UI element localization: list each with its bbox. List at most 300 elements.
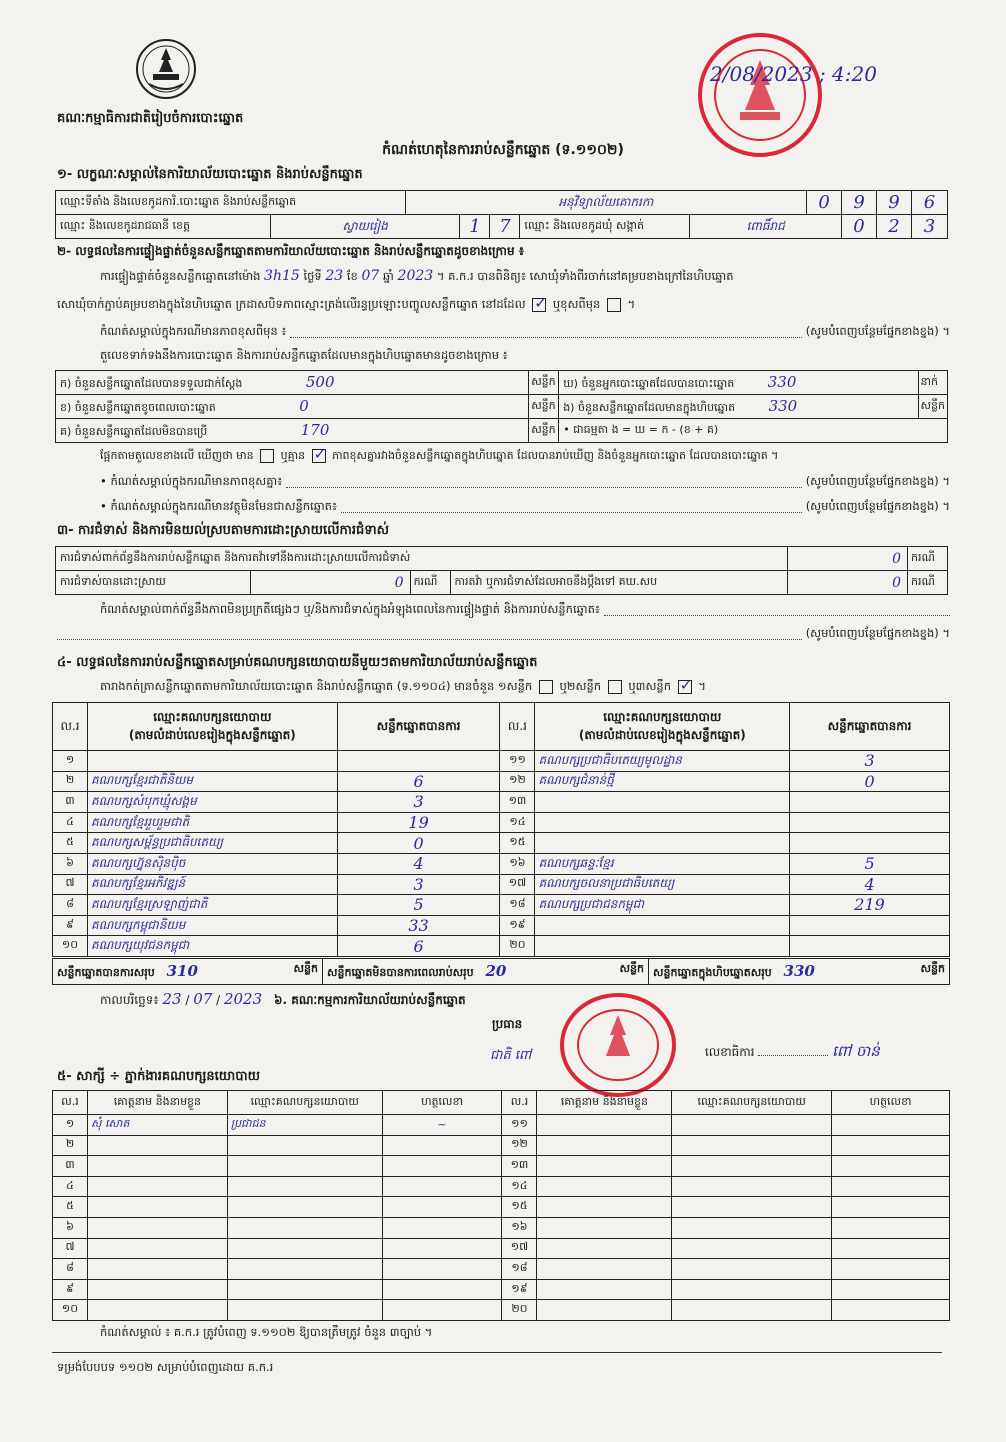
party-votes[interactable]: 0 bbox=[337, 833, 500, 854]
three-sheets-label: ឬ៣សន្លឹក bbox=[628, 679, 672, 693]
witness-signature[interactable] bbox=[832, 1176, 950, 1197]
row-no: ១ bbox=[53, 751, 88, 772]
table-row bbox=[53, 1217, 950, 1238]
row-no: ៥ bbox=[53, 1197, 88, 1218]
footer-divider bbox=[52, 1352, 942, 1353]
row-no: ១១ bbox=[500, 751, 535, 772]
irregularity-note-line bbox=[100, 602, 950, 619]
commune-code-digit: 2 bbox=[877, 215, 912, 239]
party-name[interactable]: គណបក្សជំនាន់ថ្មី bbox=[535, 771, 790, 792]
total-invalid-label: សន្លឹកឆ្នោតមិនបានការពេលរាប់សរុប bbox=[327, 965, 474, 979]
witness-party[interactable] bbox=[672, 1238, 832, 1259]
irregularity-note-label: កំណត់សម្គាល់ពាក់ព័ន្ធនឹងភាពមិនប្រក្រតីផ្សេងៗ ឬ/និងការជំទាស់ក្នុងអំឡុងពេលនៃការផ្ទៀងផ្ទាត់ និងការរាប់សន្លឹកឆ្នោត៖ bbox=[100, 602, 600, 616]
case-unit: ករណី bbox=[410, 571, 450, 595]
row-no: ៨ bbox=[53, 895, 88, 916]
unit: សន្លឹក bbox=[918, 395, 947, 419]
witness-signature[interactable] bbox=[832, 1279, 950, 1300]
objections-table bbox=[55, 546, 948, 595]
table-row bbox=[53, 874, 950, 895]
col-no: ល.រ bbox=[53, 703, 88, 751]
verification-year: 2023 bbox=[397, 268, 434, 284]
appeal-label: ការតវ៉ា ឬការជំទាស់ដែលអាចនឹងប្តឹងទៅ គឃ.សប bbox=[450, 571, 788, 595]
row-no: ៥ bbox=[53, 833, 88, 854]
party-name[interactable]: គណបក្សខ្មែររួបរួមជាតិ bbox=[87, 812, 337, 833]
witness-signature[interactable] bbox=[832, 1135, 950, 1156]
witness-signature[interactable] bbox=[382, 1279, 502, 1300]
province-label: ឈ្មោះ និងលេខកូដរាជធានី ខេត្ត bbox=[56, 215, 271, 239]
party-name[interactable]: គណបក្សសំបុកឃ្មុំសង្គម bbox=[87, 792, 337, 813]
party-name[interactable] bbox=[535, 936, 790, 957]
witness-name[interactable] bbox=[537, 1115, 672, 1136]
chair-signature-name: ជាតិ ពៅ bbox=[490, 1048, 532, 1063]
two-sheets-label: ឬ២សន្លឹក bbox=[559, 679, 602, 693]
table-row bbox=[53, 1156, 950, 1177]
changed-checkbox[interactable] bbox=[607, 298, 621, 312]
table-row bbox=[53, 1238, 950, 1259]
secretary-signature-field[interactable] bbox=[758, 1055, 828, 1056]
witness-party[interactable] bbox=[672, 1300, 832, 1321]
bullet-difference-field[interactable] bbox=[286, 474, 801, 488]
row-no: ១៧ bbox=[500, 874, 535, 895]
witness-signature[interactable] bbox=[382, 1259, 502, 1280]
witness-signature[interactable] bbox=[382, 1217, 502, 1238]
received-ballots-label: ក) ចំនួនសន្លឹកឆ្នោតដែលបានទទួលជាក់ស្តែង bbox=[60, 376, 243, 390]
witness-name[interactable] bbox=[537, 1279, 672, 1300]
col-votes: សន្លឹកឆ្នោតបានការ bbox=[790, 703, 950, 751]
verification-line bbox=[100, 268, 950, 286]
party-votes[interactable]: 6 bbox=[337, 771, 500, 792]
stamp-handwritten-date: 2/08/2023 ; 4:20 bbox=[710, 62, 877, 86]
row-no: ១៦ bbox=[502, 1217, 537, 1238]
table-row bbox=[53, 812, 950, 833]
formula: • ជាធម្មតា ង = ឃ = ក - (ខ + គ) bbox=[559, 419, 948, 443]
date-month: 07 bbox=[193, 990, 213, 1008]
row-no: ១២ bbox=[500, 771, 535, 792]
party-name[interactable]: គណបក្សចលនាប្រជាធិបតេយ្យ bbox=[535, 874, 790, 895]
year-label: ឆ្នាំ bbox=[382, 269, 394, 283]
bullet-foreign-object-line bbox=[100, 499, 950, 516]
witness-name[interactable] bbox=[87, 1217, 227, 1238]
total-valid-label: សន្លឹកឆ្នោតបានការសរុប bbox=[57, 965, 155, 979]
witness-name[interactable] bbox=[537, 1176, 672, 1197]
witness-party[interactable] bbox=[227, 1176, 382, 1197]
table-row bbox=[53, 1115, 950, 1136]
province-code-digit: 1 bbox=[460, 215, 490, 239]
party-name[interactable]: គណបក្សខ្មែរស្រឡាញ់ជាតិ bbox=[87, 895, 337, 916]
party-votes[interactable]: 33 bbox=[337, 915, 500, 936]
has-difference-checkbox[interactable] bbox=[260, 449, 274, 463]
row-no: ៤ bbox=[53, 812, 88, 833]
tally-sheet-text: តារាងកត់ត្រាសន្លឹកឆ្នោតតាមការិយាល័យបោះឆ្នោត និងរាប់សន្លឹកឆ្នោត (ទ.១១០៤) មានចំនួន ១សន្លឹក bbox=[100, 679, 533, 693]
total-valid-value: 310 bbox=[166, 961, 198, 980]
party-name[interactable]: គណបក្សយុវជនកម្ពុជា bbox=[87, 936, 337, 957]
commune-code-digit: 3 bbox=[911, 215, 947, 239]
unit: នាក់ bbox=[918, 371, 947, 395]
table-row bbox=[53, 751, 950, 772]
appeal-count: 0 bbox=[892, 574, 901, 591]
section4-heading: ៤- លទ្ធផលនៃការរាប់សន្លឹកឆ្នោតសម្រាប់គណបក្សនយោបាយនីមួយៗតាមការិយាល័យរាប់សន្លឹកឆ្នោត bbox=[57, 655, 538, 670]
row-no: ១៤ bbox=[500, 812, 535, 833]
row-no: ២០ bbox=[500, 936, 535, 957]
chair-label: ប្រធាន bbox=[492, 1017, 523, 1031]
ballots-in-box-value: 330 bbox=[768, 396, 798, 415]
row-no: ១៣ bbox=[502, 1156, 537, 1177]
witness-party[interactable] bbox=[227, 1197, 382, 1218]
witness-name[interactable]: សុំ សោត bbox=[87, 1115, 227, 1136]
party-votes[interactable] bbox=[337, 751, 500, 772]
row-no: ១៩ bbox=[502, 1279, 537, 1300]
party-votes[interactable] bbox=[790, 833, 950, 854]
witness-name[interactable] bbox=[537, 1135, 672, 1156]
witness-signature[interactable] bbox=[832, 1197, 950, 1218]
witness-name[interactable] bbox=[537, 1156, 672, 1177]
witness-party[interactable] bbox=[227, 1300, 382, 1321]
commune-name: ពោធិ៍រាជ bbox=[690, 215, 842, 239]
party-votes[interactable] bbox=[790, 915, 950, 936]
difference-note-field[interactable] bbox=[290, 324, 801, 338]
station-code-digit: 9 bbox=[842, 191, 877, 215]
spoiled-ballots-label: ខ) ចំនួនសន្លឹកឆ្នោតខូចពេលបោះឆ្នោត bbox=[60, 400, 216, 414]
commune-code-digit: 0 bbox=[842, 215, 877, 239]
col-party: ឈ្មោះគណបក្សនយោបាយ bbox=[672, 1091, 832, 1115]
witness-table bbox=[52, 1090, 950, 1321]
fill-hint: (សូមបំពេញបន្ថែមផ្នែកខាងខ្នង) ។ bbox=[805, 474, 950, 488]
case-unit: ករណី bbox=[907, 547, 947, 571]
witness-name[interactable] bbox=[537, 1259, 672, 1280]
party-name[interactable]: គណបក្សហ្វ៊ុនស៊ិនប៉ិច bbox=[87, 853, 337, 874]
no-difference-checkbox[interactable] bbox=[312, 449, 326, 463]
verification-text: ។ គ.ក.រ បានពិនិត្យ៖ សោឃុំទាំងពីរចាក់នៅគម្របខាងក្រៅនៃហិបឆ្នោត bbox=[436, 269, 734, 283]
irregularity-note-line2 bbox=[57, 626, 950, 643]
unit: សន្លឹក bbox=[920, 961, 945, 975]
fill-hint: (សូមបំពេញបន្ថែមផ្នែកខាងខ្នង) ។ bbox=[805, 626, 950, 640]
party-name[interactable] bbox=[535, 812, 790, 833]
col-no: ល.រ bbox=[502, 1091, 537, 1115]
fill-hint: (សូមបំពេញបន្ថែមផ្នែកខាងខ្នង) ។ bbox=[805, 324, 950, 338]
witness-party[interactable] bbox=[672, 1279, 832, 1300]
resolved-count: 0 bbox=[394, 574, 404, 591]
verification-time: 3h15 bbox=[264, 268, 300, 284]
witness-party[interactable] bbox=[227, 1217, 382, 1238]
bullet-foreign-object-field[interactable] bbox=[341, 499, 802, 513]
ballot-figures-table bbox=[55, 370, 948, 443]
row-no: ១៤ bbox=[502, 1176, 537, 1197]
day-label: ថ្ងៃទី bbox=[303, 269, 322, 283]
witness-signature[interactable] bbox=[382, 1238, 502, 1259]
table-row bbox=[53, 771, 950, 792]
section1-table-row2 bbox=[55, 214, 948, 239]
witness-name[interactable] bbox=[87, 1176, 227, 1197]
row-no: ១៣ bbox=[500, 792, 535, 813]
changed-option-label: ឬខុសពីមុន bbox=[552, 297, 601, 311]
witness-party[interactable] bbox=[672, 1176, 832, 1197]
irregularity-note-field[interactable] bbox=[604, 602, 950, 616]
comparison-line bbox=[100, 449, 778, 465]
witness-signature[interactable] bbox=[382, 1156, 502, 1177]
no-difference-label: ឬគ្មាន bbox=[280, 449, 306, 462]
one-sheet-checkbox[interactable] bbox=[539, 680, 553, 694]
row-no: ១៨ bbox=[502, 1259, 537, 1280]
witness-name[interactable] bbox=[537, 1197, 672, 1218]
witness-party[interactable] bbox=[672, 1259, 832, 1280]
section1-table bbox=[55, 190, 948, 215]
col-party: ឈ្មោះគណបក្សនយោបាយ bbox=[227, 1091, 382, 1115]
party-name[interactable]: គណបក្សកម្ពុជានិយម bbox=[87, 915, 337, 936]
row-no: ៦ bbox=[53, 1217, 88, 1238]
party-votes[interactable]: 3 bbox=[790, 751, 950, 772]
row-no: ១០ bbox=[53, 1300, 88, 1321]
table-row bbox=[53, 1259, 950, 1280]
footer-text: ទម្រង់បែបបទ ១១០២ សម្រាប់បំពេញដោយ គ.ក.រ bbox=[57, 1360, 274, 1374]
secretary-signature-name: ពៅ ចាន់ bbox=[832, 1042, 880, 1060]
fill-hint: (សូមបំពេញបន្ថែមផ្នែកខាងខ្នង) ។ bbox=[805, 499, 950, 513]
commune-label: ឈ្មោះ និងលេខកូដឃុំ សង្កាត់ bbox=[520, 215, 690, 239]
witness-name[interactable] bbox=[87, 1279, 227, 1300]
witness-signature[interactable] bbox=[832, 1238, 950, 1259]
section3-heading: ៣- ការជំទាស់ និងការមិនយល់ស្របតាមការដោះស្រាយលើការជំទាស់ bbox=[57, 523, 389, 538]
party-results-table bbox=[52, 702, 950, 957]
witness-signature[interactable] bbox=[832, 1300, 950, 1321]
witness-signature[interactable]: ~ bbox=[382, 1115, 502, 1136]
unit: សន្លឹក bbox=[529, 395, 559, 419]
col-name: គោត្តនាម និងនាមខ្លួន bbox=[537, 1091, 672, 1115]
party-name[interactable]: គណបក្សខ្មែរអភិវឌ្ឍន៍ bbox=[87, 874, 337, 895]
col-name: គោត្តនាម និងនាមខ្លួន bbox=[87, 1091, 227, 1115]
witness-signature[interactable] bbox=[832, 1115, 950, 1136]
objections-label: ការជំទាស់ពាក់ព័ន្ធនឹងការរាប់សន្លឹកឆ្នោត និងការតវ៉ាទៅនឹងការដោះស្រាយលើការជំទាស់ bbox=[60, 550, 411, 564]
witness-party[interactable] bbox=[672, 1135, 832, 1156]
station-code-digit: 6 bbox=[911, 191, 947, 215]
section1-heading: ១- លក្ខណៈសម្គាល់នៃការិយាល័យបោះឆ្នោត និងរាប់សន្លឹកឆ្នោត bbox=[57, 167, 363, 182]
col-no: ល.រ bbox=[53, 1091, 88, 1115]
verification-day: 23 bbox=[325, 268, 344, 284]
party-votes[interactable]: 3 bbox=[337, 792, 500, 813]
row-no: ៤ bbox=[53, 1176, 88, 1197]
seal-check-line: សោឃុំចាក់ភ្ជាប់គម្របខាងក្នុងនៃហិបឆ្នោត ក្រដាសបិទភាពស្មោះត្រង់លើរន្ធប្រឡោះបញ្ចូលសន្លឹកឆ្នោត នៅដដែល ✓ ឬខុសពីមុន ។ bbox=[57, 297, 635, 314]
row-no: ៦ bbox=[53, 853, 88, 874]
party-votes[interactable] bbox=[790, 812, 950, 833]
row-no: ១ bbox=[53, 1115, 88, 1136]
row-no: ២ bbox=[53, 1135, 88, 1156]
row-no: ៣ bbox=[53, 792, 88, 813]
party-votes[interactable]: 19 bbox=[337, 812, 500, 833]
party-name[interactable] bbox=[535, 833, 790, 854]
party-votes[interactable]: 3 bbox=[337, 874, 500, 895]
row-no: ១២ bbox=[502, 1135, 537, 1156]
bullet-foreign-object-label: • កំណត់សម្គាល់ក្នុងករណីមានវត្ថុមិនមែនជាសន្លឹកឆ្នោត៖ bbox=[100, 499, 338, 513]
row-no: ៨ bbox=[53, 1259, 88, 1280]
witness-party[interactable] bbox=[672, 1197, 832, 1218]
ballots-in-box-label: ង) ចំនួនសន្លឹកឆ្នោតដែលមានក្នុងហិបឆ្នោត bbox=[563, 400, 736, 414]
col-votes: សន្លឹកឆ្នោតបានការ bbox=[337, 703, 500, 751]
tally-sheet-line: តារាងកត់ត្រាសន្លឹកឆ្នោតតាមការិយាល័យបោះឆ្នោត និងរាប់សន្លឹកឆ្នោត (ទ.១១០៤) មានចំនួន ១សន្លឹក ឬ២សន្លឹក ឬ៣សន្លឹក ✓ ។ bbox=[100, 679, 706, 696]
party-votes[interactable]: 5 bbox=[337, 895, 500, 916]
total-invalid-value: 20 bbox=[485, 961, 507, 980]
date-year: 2023 bbox=[223, 990, 263, 1008]
comparison-label: ផ្អែកតាមតួលេខខាងលើ ឃើញថា មាន bbox=[100, 449, 254, 462]
party-votes[interactable] bbox=[790, 792, 950, 813]
party-votes[interactable]: 4 bbox=[337, 853, 500, 874]
table-row bbox=[53, 936, 950, 957]
province-code-digit: 7 bbox=[490, 215, 520, 239]
document-title: កំណត់ហេតុនៃការរាប់សន្លឹកឆ្នោត (ទ.១១០២) bbox=[382, 142, 624, 158]
secretary-label: លេខាធិការ bbox=[705, 1045, 755, 1059]
row-no: ១៧ bbox=[502, 1238, 537, 1259]
row-no: ២ bbox=[53, 771, 88, 792]
col-sign: ហត្ថលេខា bbox=[382, 1091, 502, 1115]
committee-label: ៦. គណៈកម្មការការិយាល័យរាប់សន្លឹកឆ្នោត bbox=[273, 993, 466, 1007]
witness-signature[interactable] bbox=[382, 1135, 502, 1156]
table-row bbox=[53, 915, 950, 936]
witness-name[interactable] bbox=[87, 1238, 227, 1259]
unchanged-checkbox[interactable] bbox=[532, 298, 546, 312]
witness-party[interactable]: ប្រជាជន bbox=[227, 1115, 382, 1136]
witness-name[interactable] bbox=[537, 1217, 672, 1238]
bullet-difference-line bbox=[100, 474, 950, 491]
secretary-line bbox=[705, 1042, 880, 1064]
witness-signature[interactable] bbox=[382, 1197, 502, 1218]
party-name[interactable]: គណបក្សប្រជាធិបតេយ្យមូលដ្ឋាន bbox=[535, 751, 790, 772]
witness-signature[interactable] bbox=[382, 1300, 502, 1321]
table-row bbox=[53, 1176, 950, 1197]
party-votes[interactable]: 5 bbox=[790, 853, 950, 874]
witness-name[interactable] bbox=[537, 1238, 672, 1259]
row-no: ១១ bbox=[502, 1115, 537, 1136]
row-no: ១៩ bbox=[500, 915, 535, 936]
party-name[interactable]: គណបក្សខ្មែរជាតិនិយម bbox=[87, 771, 337, 792]
comparison-text: ភាពខុសគ្នារវាងចំនួនសន្លឹកឆ្នោតក្នុងហិបឆ្នោត ដែលបានរាប់ឃើញ និងចំនួនអ្នកបោះឆ្នោត ដែលបានបោះឆ្នោត ។ bbox=[332, 449, 779, 462]
polling-station-label: ឈ្មោះទីតាំង និងលេខកូដការិ.បោះឆ្នោត និងរាប់សន្លឹកឆ្នោត bbox=[56, 191, 406, 215]
party-votes[interactable]: 4 bbox=[790, 874, 950, 895]
row-no: ២០ bbox=[502, 1300, 537, 1321]
national-election-committee-logo bbox=[135, 38, 197, 100]
resolved-label: ការជំទាស់បានដោះស្រាយ bbox=[56, 571, 251, 595]
three-sheets-checkbox[interactable] bbox=[678, 680, 692, 694]
witness-name[interactable] bbox=[87, 1135, 227, 1156]
witness-name[interactable] bbox=[87, 1300, 227, 1321]
row-no: ៩ bbox=[53, 1279, 88, 1300]
spoiled-ballots-value: 0 bbox=[299, 396, 309, 415]
section5-heading: ៥- សាក្សី ÷ ភ្នាក់ងារគណបក្សនយោបាយ bbox=[57, 1069, 260, 1084]
party-votes[interactable]: 0 bbox=[790, 771, 950, 792]
table-row bbox=[53, 895, 950, 916]
date-day: 23 bbox=[162, 990, 182, 1008]
polling-station-name: អនុវិទ្យាល័យគោករកា bbox=[405, 191, 807, 215]
witness-signature[interactable] bbox=[382, 1176, 502, 1197]
row-no: ៧ bbox=[53, 874, 88, 895]
row-no: ៩ bbox=[53, 915, 88, 936]
difference-note-label: កំណត់សម្គាល់ក្នុងករណីមានភាពខុសពីមុន ៖ bbox=[100, 324, 287, 338]
witness-party[interactable] bbox=[672, 1115, 832, 1136]
irregularity-note-field-2[interactable] bbox=[57, 626, 802, 640]
party-name[interactable]: គណបក្សប្រជាជនកម្ពុជា bbox=[535, 895, 790, 916]
totals-row bbox=[52, 958, 950, 985]
party-name[interactable] bbox=[87, 751, 337, 772]
row-no: ១០ bbox=[53, 936, 88, 957]
witness-name[interactable] bbox=[87, 1156, 227, 1177]
table-row bbox=[53, 1135, 950, 1156]
witness-party[interactable] bbox=[227, 1279, 382, 1300]
witness-party[interactable] bbox=[672, 1217, 832, 1238]
row-no: ៧ bbox=[53, 1238, 88, 1259]
two-sheets-checkbox[interactable] bbox=[608, 680, 622, 694]
witness-name[interactable] bbox=[87, 1259, 227, 1280]
row-no: ១៥ bbox=[500, 833, 535, 854]
voters-value: 330 bbox=[767, 372, 797, 391]
total-box-value: 330 bbox=[783, 961, 815, 980]
col-sign: ហត្ថលេខា bbox=[832, 1091, 950, 1115]
witness-party[interactable] bbox=[227, 1259, 382, 1280]
party-votes[interactable]: 219 bbox=[790, 895, 950, 916]
station-code-digit: 9 bbox=[877, 191, 912, 215]
verification-time-label: ការផ្ទៀងផ្ទាត់ចំនួនសន្លឹកឆ្នោតនៅម៉ោង bbox=[100, 269, 261, 283]
figures-intro: តួលេខទាក់ទងនឹងការបោះឆ្នោត និងការរាប់សន្លឹកឆ្នោតដែលមានក្នុងហិបឆ្នោតមានដូចខាងក្រោម ៖ bbox=[100, 348, 508, 362]
unused-ballots-label: គ) ចំនួនសន្លឹកឆ្នោតដែលមិនបានប្រើ bbox=[60, 424, 208, 438]
row-no: ៣ bbox=[53, 1156, 88, 1177]
unit: សន្លឹក bbox=[529, 371, 559, 395]
unit: សន្លឹក bbox=[619, 961, 644, 975]
witness-name[interactable] bbox=[87, 1197, 227, 1218]
case-unit: ករណី bbox=[907, 571, 947, 595]
witness-signature[interactable] bbox=[832, 1156, 950, 1177]
org-name: គណៈកម្មាធិការជាតិរៀបចំការបោះឆ្នោត bbox=[57, 111, 244, 126]
difference-note-line bbox=[100, 324, 950, 341]
col-party: ឈ្មោះគណបក្សនយោបាយ (តាមលំដាប់លេខរៀងក្នុងសន្លឹកឆ្នោត) bbox=[87, 703, 337, 751]
committee-red-stamp bbox=[558, 990, 678, 1100]
table-row bbox=[53, 792, 950, 813]
party-votes[interactable]: 6 bbox=[337, 936, 500, 957]
table-row bbox=[53, 853, 950, 874]
objections-count: 0 bbox=[892, 550, 901, 567]
month-label: ខែ bbox=[346, 269, 358, 283]
witness-party[interactable] bbox=[672, 1156, 832, 1177]
witness-signature[interactable] bbox=[832, 1259, 950, 1280]
footnote: កំណត់សម្គាល់ ៖ គ.ក.រ ត្រូវបំពេញ ទ.១១០២ ឱ្យបានត្រឹមត្រូវ ចំនួន ៣ច្បាប់ ។ bbox=[100, 1325, 433, 1339]
row-no: ១៨ bbox=[500, 895, 535, 916]
party-votes[interactable] bbox=[790, 936, 950, 957]
row-no: ១៥ bbox=[502, 1197, 537, 1218]
verification-month: 07 bbox=[361, 268, 380, 284]
received-ballots-value: 500 bbox=[305, 372, 335, 391]
witness-party[interactable] bbox=[227, 1238, 382, 1259]
col-no: ល.រ bbox=[500, 703, 535, 751]
unit: សន្លឹក bbox=[529, 419, 559, 443]
seal-check-text: សោឃុំចាក់ភ្ជាប់គម្របខាងក្នុងនៃហិបឆ្នោត ក្រដាសបិទភាពស្មោះត្រង់លើរន្ធប្រឡោះបញ្ចូលសន្លឹកឆ្នោត នៅដដែល bbox=[57, 297, 526, 311]
witness-party[interactable] bbox=[227, 1156, 382, 1177]
witness-party[interactable] bbox=[227, 1135, 382, 1156]
unit: សន្លឹក bbox=[293, 961, 318, 975]
party-name[interactable] bbox=[535, 915, 790, 936]
row-no: ១៦ bbox=[500, 853, 535, 874]
date-label: កាលបរិច្ឆេទ៖ bbox=[100, 993, 159, 1007]
party-name[interactable]: គណបក្សឆន្ទៈខ្មែរ bbox=[535, 853, 790, 874]
witness-name[interactable] bbox=[537, 1300, 672, 1321]
table-row bbox=[53, 833, 950, 854]
total-box-label: សន្លឹកឆ្នោតក្នុងហិបឆ្នោតសរុប bbox=[653, 965, 772, 979]
party-name[interactable]: គណបក្សសម្ព័ន្ធប្រជាធិបតេយ្យ bbox=[87, 833, 337, 854]
voters-label: ឃ) ចំនួនអ្នកបោះឆ្នោតដែលបានបោះឆ្នោត bbox=[563, 376, 735, 390]
province-name: ស្វាយរៀង bbox=[270, 215, 460, 239]
party-name[interactable] bbox=[535, 792, 790, 813]
section2-heading: ២- លទ្ធផលនៃការផ្ទៀងផ្ទាត់ចំនួនសន្លឹកឆ្នោតតាមការិយាល័យបោះឆ្នោត និងរាប់សន្លឹកឆ្នោតដូចខាងក្រោម ៖ bbox=[57, 244, 525, 258]
table-row bbox=[53, 1300, 950, 1321]
bullet-difference-label: • កំណត់សម្គាល់ក្នុងករណីមានភាពខុសគ្នា៖ bbox=[100, 474, 283, 488]
unused-ballots-value: 170 bbox=[300, 420, 330, 439]
date-line: កាលបរិច្ឆេទ៖ 23 / 07 / 2023 ៦. គណៈកម្មការការិយាល័យរាប់សន្លឹកឆ្នោត bbox=[100, 990, 466, 1008]
station-code-digit: 0 bbox=[807, 191, 842, 215]
col-party: ឈ្មោះគណបក្សនយោបាយ (តាមលំដាប់លេខរៀងក្នុងសន្លឹកឆ្នោត) bbox=[535, 703, 790, 751]
witness-signature[interactable] bbox=[832, 1217, 950, 1238]
